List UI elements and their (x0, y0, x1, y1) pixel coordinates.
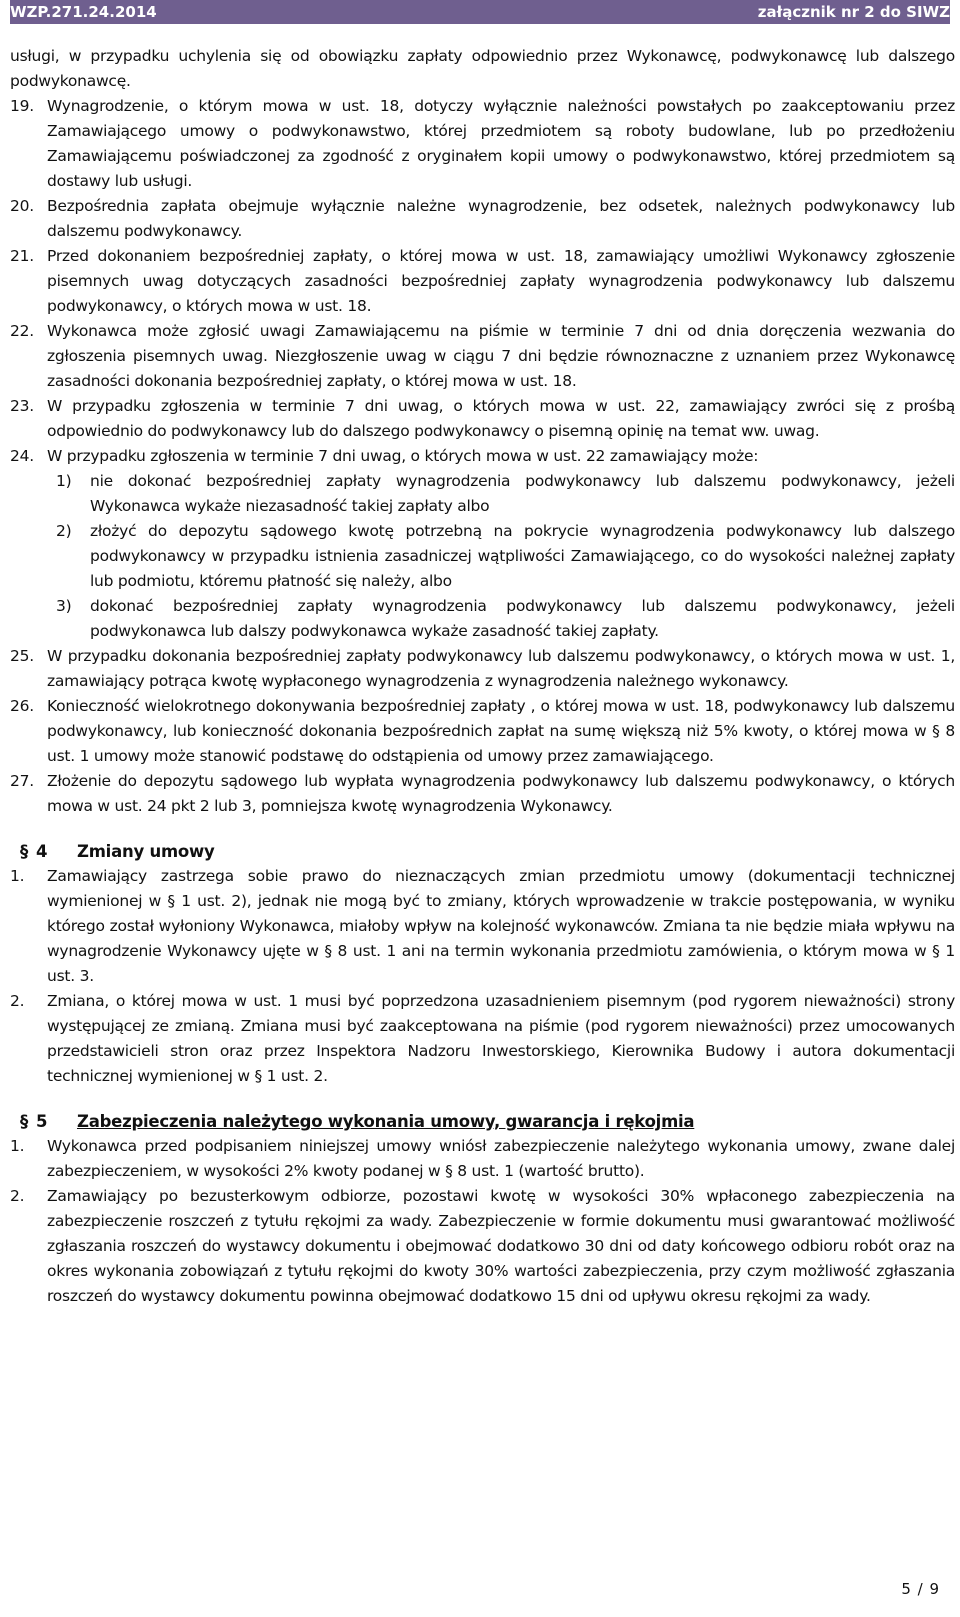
item-text: Złożenie do depozytu sądowego lub wypłata wynagrodzenia podwykonawcy lub dalszemu podwykonawcy, o których mowa w ust. 24 pkt 2 lub 3, pomniejsza kwotę wynagrodzenia Wykonawcy. (47, 772, 955, 815)
item-text: Konieczność wielokrotnego dokonywania bezpośredniej zapłaty , o której mowa w ust. 18, podwykonawcy lub dalszemu podwykonawcy, lub konieczność dokonania bezpośrednich zapłat na sumę większą niż 5% kwoty, o której mowa w § 8 ust. 1 umowy może stanowić podstawę do odstąpienia od umowy przez zamawiającego. (47, 697, 955, 765)
intro-paragraph: usługi, w przypadku uchylenia się od obowiązku zapłaty odpowiednio przez Wykonawcę, podwykonawcę lub dalszego podwykonawcę. (10, 47, 955, 90)
item-number: 2. (10, 1187, 25, 1205)
sub-item (10, 469, 955, 519)
numbered-list-b (10, 644, 955, 819)
section-title: Zmiany umowy (77, 842, 215, 861)
section-5-list (10, 1134, 955, 1309)
sub-list (10, 469, 955, 644)
list-item (10, 644, 955, 694)
section-number: 5 (36, 1112, 48, 1131)
item-text: Zamawiający zastrzega sobie prawo do nieznaczących zmian przedmiotu umowy (dokumentacji technicznej wymienionej w § 1 ust. 2), jednak nie mogą być to zmiany, których wprowadzenie w trakcie postępowania, w wyniku którego został wyłoniony Wykonawca, miałoby wpływ na kolejność wykonawców. Zmiana ta nie będzie miała wpływu na wynagrodzenie Wykonawcy ujęte w § 8 ust. 1 ani na termin wykonania przedmiotu zamówienia, o którym mowa w § 1 ust. 3. (47, 867, 955, 985)
section-heading-4 (10, 839, 955, 864)
item-number: 19. (10, 97, 34, 115)
item-number: 1. (10, 1137, 25, 1155)
sub-item (10, 519, 955, 594)
item-text: Wykonawca przed podpisaniem niniejszej umowy wniósł zabezpieczenie należytego wykonania umowy, zwane dalej zabezpieczeniem, w wysokości 2% kwoty podanej w § 8 ust. 1 (wartość brutto). (47, 1137, 955, 1180)
item-number: 1. (10, 867, 25, 885)
item-number: 20. (10, 197, 34, 215)
document-reference: WZP.271.24.2014 (10, 3, 157, 21)
item-text: Wynagrodzenie, o którym mowa w ust. 18, dotyczy wyłącznie należności powstałych po zaakceptowaniu przez Zamawiającego umowy o podwykonawstwo, której przedmiotem są roboty budowlane, lub po przedłożeniu Zamawiającemu poświadczonej za zgodność z oryginałem kopii umowy o podwykonawstwo, której przedmiotem są dostawy lub usługi. (47, 97, 955, 190)
section-number: 4 (36, 842, 48, 861)
list-item (10, 864, 955, 989)
item-number: 23. (10, 397, 34, 415)
attachment-label: załącznik nr 2 do SIWZ (757, 3, 950, 21)
sub-item-number: 2) (56, 522, 72, 540)
list-item (10, 989, 955, 1089)
sub-item-text: nie dokonać bezpośredniej zapłaty wynagrodzenia podwykonawcy lub dalszemu podwykonawcy, jeżeli Wykonawca wykaże niezasadność takiej zapłaty albo (90, 472, 955, 515)
list-item (10, 319, 955, 394)
item-number: 2. (10, 992, 25, 1010)
list-item (10, 1184, 955, 1309)
sub-item-number: 1) (56, 472, 72, 490)
section-symbol: § (20, 1112, 28, 1131)
item-number: 22. (10, 322, 34, 340)
numbered-list-a (10, 94, 955, 469)
item-text: Wykonawca może zgłosić uwagi Zamawiającemu na piśmie w terminie 7 dni od dnia doręczenia wezwania do zgłoszenia pisemnych uwag. Niezgłoszenie uwag w ciągu 7 dni będzie równoznaczne z uznaniem przez Wykonawcę zasadności dokonania bezpośredniej zapłaty, o której mowa w ust. 18. (47, 322, 955, 390)
list-item (10, 444, 955, 469)
item-text: W przypadku zgłoszenia w terminie 7 dni uwag, o których mowa w ust. 22, zamawiający zwróci się z prośbą odpowiednio do podwykonawcy lub do dalszego podwykonawcy o pisemną opinię na temat ww. uwag. (47, 397, 955, 440)
list-item (10, 244, 955, 319)
list-item (10, 694, 955, 769)
list-item (10, 94, 955, 194)
item-text: Zamawiający po bezusterkowym odbiorze, pozostawi kwotę w wysokości 30% wpłaconego zabezpieczenia na zabezpieczenie roszczeń z tytułu rękojmi za wady. Zabezpieczenie w formie dokumentu musi gwarantować możliwość zgłaszania roszczeń do wystawcy dokumentu i obejmować dodatkowo 30 dni od daty końcowego odbioru robót oraz na okres wykonania zobowiązań z tytułu rękojmi do kwoty 30% wartości zabezpieczenia, przy czym możliwość zgłaszania roszczeń do wystawcy dokumentu powinna obejmować dodatkowo 15 dni od upływu okresu rękojmi za wady. (47, 1187, 955, 1305)
list-item (10, 194, 955, 244)
list-item (10, 769, 955, 819)
section-heading-5 (10, 1109, 955, 1134)
item-text: Bezpośrednia zapłata obejmuje wyłącznie należne wynagrodzenie, bez odsetek, należnych podwykonawcy lub dalszemu podwykonawcy. (47, 197, 955, 240)
item-number: 26. (10, 697, 34, 715)
sub-item-number: 3) (56, 597, 72, 615)
item-text: W przypadku zgłoszenia w terminie 7 dni uwag, o których mowa w ust. 22 zamawiający może: (47, 447, 759, 465)
list-item (10, 394, 955, 444)
list-item (10, 1134, 955, 1184)
page-number: 5 / 9 (901, 1580, 940, 1598)
sub-item-text: złożyć do depozytu sądowego kwotę potrzebną na pokrycie wynagrodzenia podwykonawcy lub dalszego podwykonawcy w przypadku istnienia zasadniczej wątpliwości Zamawiającego, co do wysokości należnej zapłaty lub podmiotu, któremu płatność się należy, albo (90, 522, 955, 590)
sub-item-text: dokonać bezpośredniej zapłaty wynagrodzenia podwykonawcy lub dalszemu podwykonawcy, jeżeli podwykonawca lub dalszy podwykonawca wykaże zasadność takiej zapłaty. (90, 597, 955, 640)
item-number: 27. (10, 772, 34, 790)
section-4-list (10, 864, 955, 1089)
item-number: 25. (10, 647, 34, 665)
item-text: Zmiana, o której mowa w ust. 1 musi być poprzedzona uzasadnieniem pisemnym (pod rygorem nieważności) strony występującej ze zmianą. Zmiana musi być zaakceptowana na piśmie (pod rygorem nieważności) przez umocowanych przedstawicieli stron oraz przez Inspektora Nadzoru Inwestorskiego, Kierownika Budowy i autora dokumentacji technicznej wymienionej w § 1 ust. 2. (47, 992, 955, 1085)
document-header (10, 0, 950, 24)
item-number: 24. (10, 447, 34, 465)
section-symbol: § (20, 842, 28, 861)
item-text: W przypadku dokonania bezpośredniej zapłaty podwykonawcy lub dalszemu podwykonawcy, o których mowa w ust. 1, zamawiający potrąca kwotę wypłaconego wynagrodzenia z wynagrodzenia należnego wykonawcy. (47, 647, 955, 690)
item-number: 21. (10, 247, 34, 265)
document-body (10, 44, 955, 1309)
sub-item (10, 594, 955, 644)
item-text: Przed dokonaniem bezpośredniej zapłaty, o której mowa w ust. 18, zamawiający umożliwi Wykonawcy zgłoszenie pisemnych uwag dotyczących zasadności bezpośredniej zapłaty wynagrodzenia podwykonawcy lub dalszemu podwykonawcy, o których mowa w ust. 18. (47, 247, 955, 315)
section-title: Zabezpieczenia należytego wykonania umowy, gwarancja i rękojmia (77, 1112, 695, 1131)
